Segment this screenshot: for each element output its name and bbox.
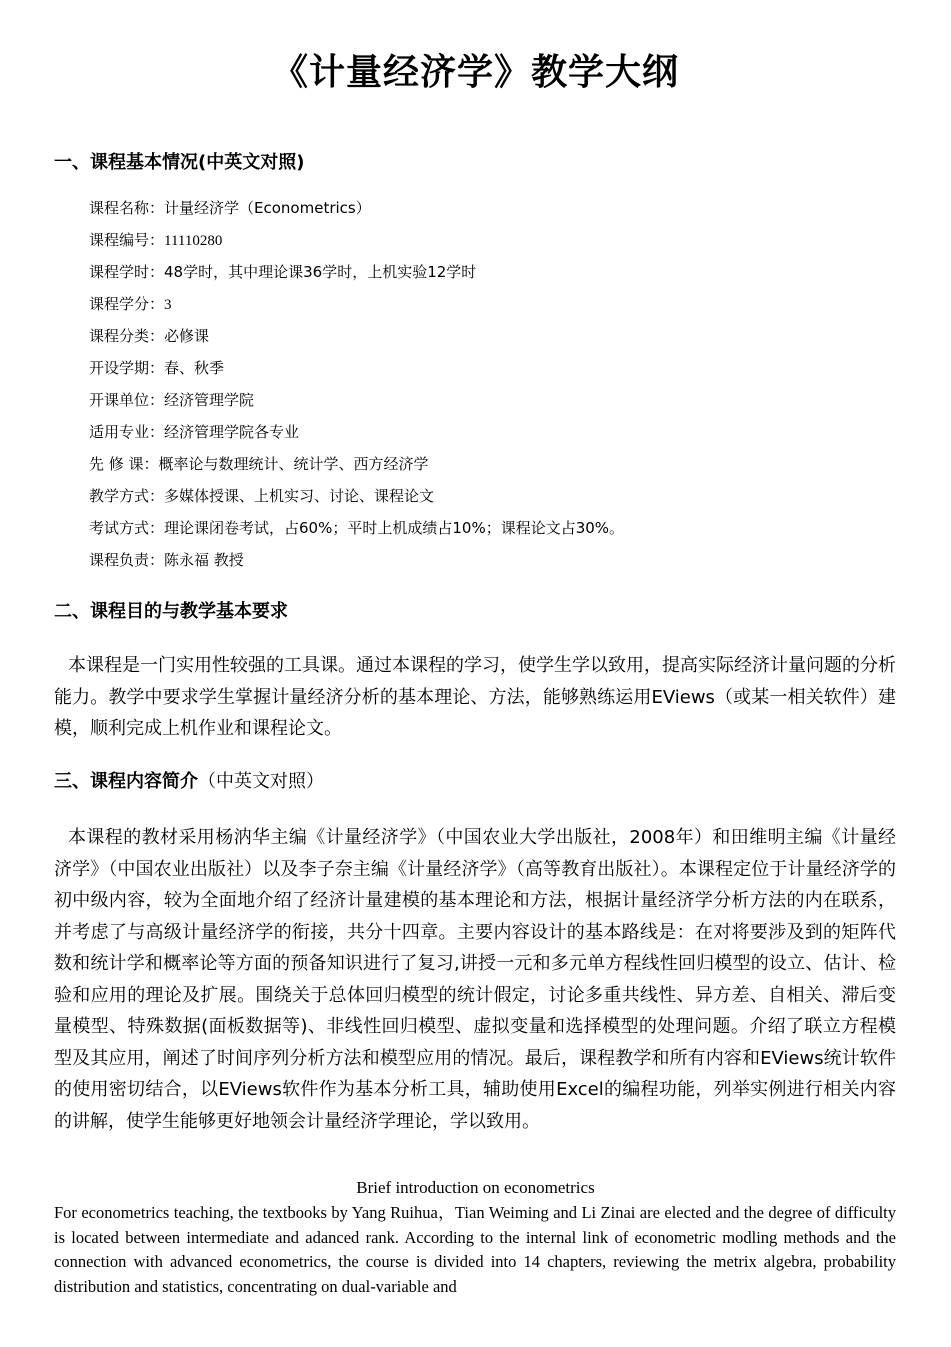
info-value: 3	[164, 297, 172, 313]
info-value: 陈永福 教授	[164, 551, 244, 569]
info-value: 经济管理学院各专业	[164, 423, 300, 441]
info-row	[89, 384, 624, 416]
info-value: 必修课	[164, 327, 210, 345]
english-intro-title: Brief introduction on econometrics	[356, 1178, 595, 1197]
info-label: 适用专业：	[89, 423, 165, 441]
info-value: 计量经济学（Econometrics）	[164, 199, 371, 217]
info-label: 课程分类：	[89, 327, 165, 345]
info-value: 多媒体授课、上机实习、讨论、课程论文	[164, 487, 435, 505]
info-label: 课程编号：	[89, 231, 165, 249]
info-row	[89, 192, 624, 224]
info-row	[89, 512, 624, 544]
info-row	[89, 416, 624, 448]
section-heading-suffix: （中英文对照）	[198, 771, 324, 792]
info-label: 考试方式：	[89, 519, 165, 537]
info-row	[89, 544, 624, 576]
info-row	[89, 224, 624, 256]
section-heading-basic-info: 一、课程基本情况(中英文对照)	[54, 152, 305, 173]
info-value: 经济管理学院	[164, 391, 255, 409]
info-label: 开设学期：	[89, 359, 165, 377]
objectives-paragraph: 本课程是一门实用性较强的工具课。通过本课程的学习，使学生学以致用，提高实际经济计量问题的分析能力。教学中要求学生掌握计量经济分析的基本理论、方法，能够熟练运用EViews（或某一相关软件）建模，顺利完成上机作业和课程论文。	[54, 655, 896, 739]
info-value: 春、秋季	[164, 359, 225, 377]
info-row	[89, 448, 624, 480]
content-intro-paragraph: 本课程的教材采用杨汭华主编《计量经济学》（中国农业大学出版社，2008年）和田维明主编《计量经济学》（中国农业出版社）以及李子奈主编《计量经济学》（高等教育出版社）。本课程定位于计量经济学的初中级内容，较为全面地介绍了经济计量建模的基本理论和方法，根据计量经济学分析方法的内在联系，并考虑了与高级计量经济学的衔接，共分十四章。主要内容设计的基本路线是：在对将要涉及到的矩阵代数和统计学和概率论等方面的预备知识进行了复习,讲授一元和多元单方程线性回归模型的设立、估计、检验和应用的理论及扩展。围绕关于总体回归模型的统计假定，讨论多重共线性、异方差、自相关、滞后变量模型、特殊数据(面板数据等)、非线性回归模型、虚拟变量和选择模型的处理问题。介绍了联立方程模型及其应用，阐述了时间序列分析方法和模型应用的情况。最后，课程教学和所有内容和EViews统计软件的使用密切结合，以EViews软件作为基本分析工具，辅助使用Excel的编程功能，列举实例进行相关内容的讲解，使学生能够更好地领会计量经济学理论，学以致用。	[54, 827, 896, 1132]
info-label: 课程学分：	[89, 295, 165, 313]
info-row	[89, 320, 624, 352]
info-label: 课程负责：	[89, 551, 165, 569]
info-value: 11110280	[164, 233, 223, 249]
info-value: 概率论与数理统计、统计学、西方经济学	[158, 455, 429, 473]
page-title: 《计量经济学》教学大纲	[271, 52, 679, 93]
info-row	[89, 288, 624, 320]
info-value: 理论课闭卷考试，占60%；平时上机成绩占10%；课程论文占30%。	[164, 519, 625, 537]
section-heading-content-intro	[54, 769, 324, 795]
info-row	[89, 256, 624, 288]
english-intro-paragraph: For econometrics teaching, the textbooks by Yang Ruihua，Tian Weiming and Li Zinai are elected and the degree of difficulty is located between intermediate and adanced rank. According to the internal link of econometric modling methods and the connection with advanced econometrics, the course is divided into 14 chapters, reviewing the metrix algebra, probability distribution and statistics, concentrating on dual-variable and	[54, 1203, 896, 1296]
section-heading-objectives: 二、课程目的与教学基本要求	[54, 601, 288, 622]
info-row	[89, 480, 624, 512]
info-value: 48学时，其中理论课36学时，上机实验12学时	[164, 263, 477, 281]
section-heading-bold: 三、课程内容简介	[54, 771, 198, 792]
info-label: 教学方式：	[89, 487, 165, 505]
info-label: 课程学时：	[89, 263, 165, 281]
info-label: 先 修 课：	[89, 455, 159, 473]
info-row	[89, 352, 624, 384]
course-info-list	[89, 192, 624, 576]
info-label: 开课单位：	[89, 391, 165, 409]
info-label: 课程名称：	[89, 199, 165, 217]
